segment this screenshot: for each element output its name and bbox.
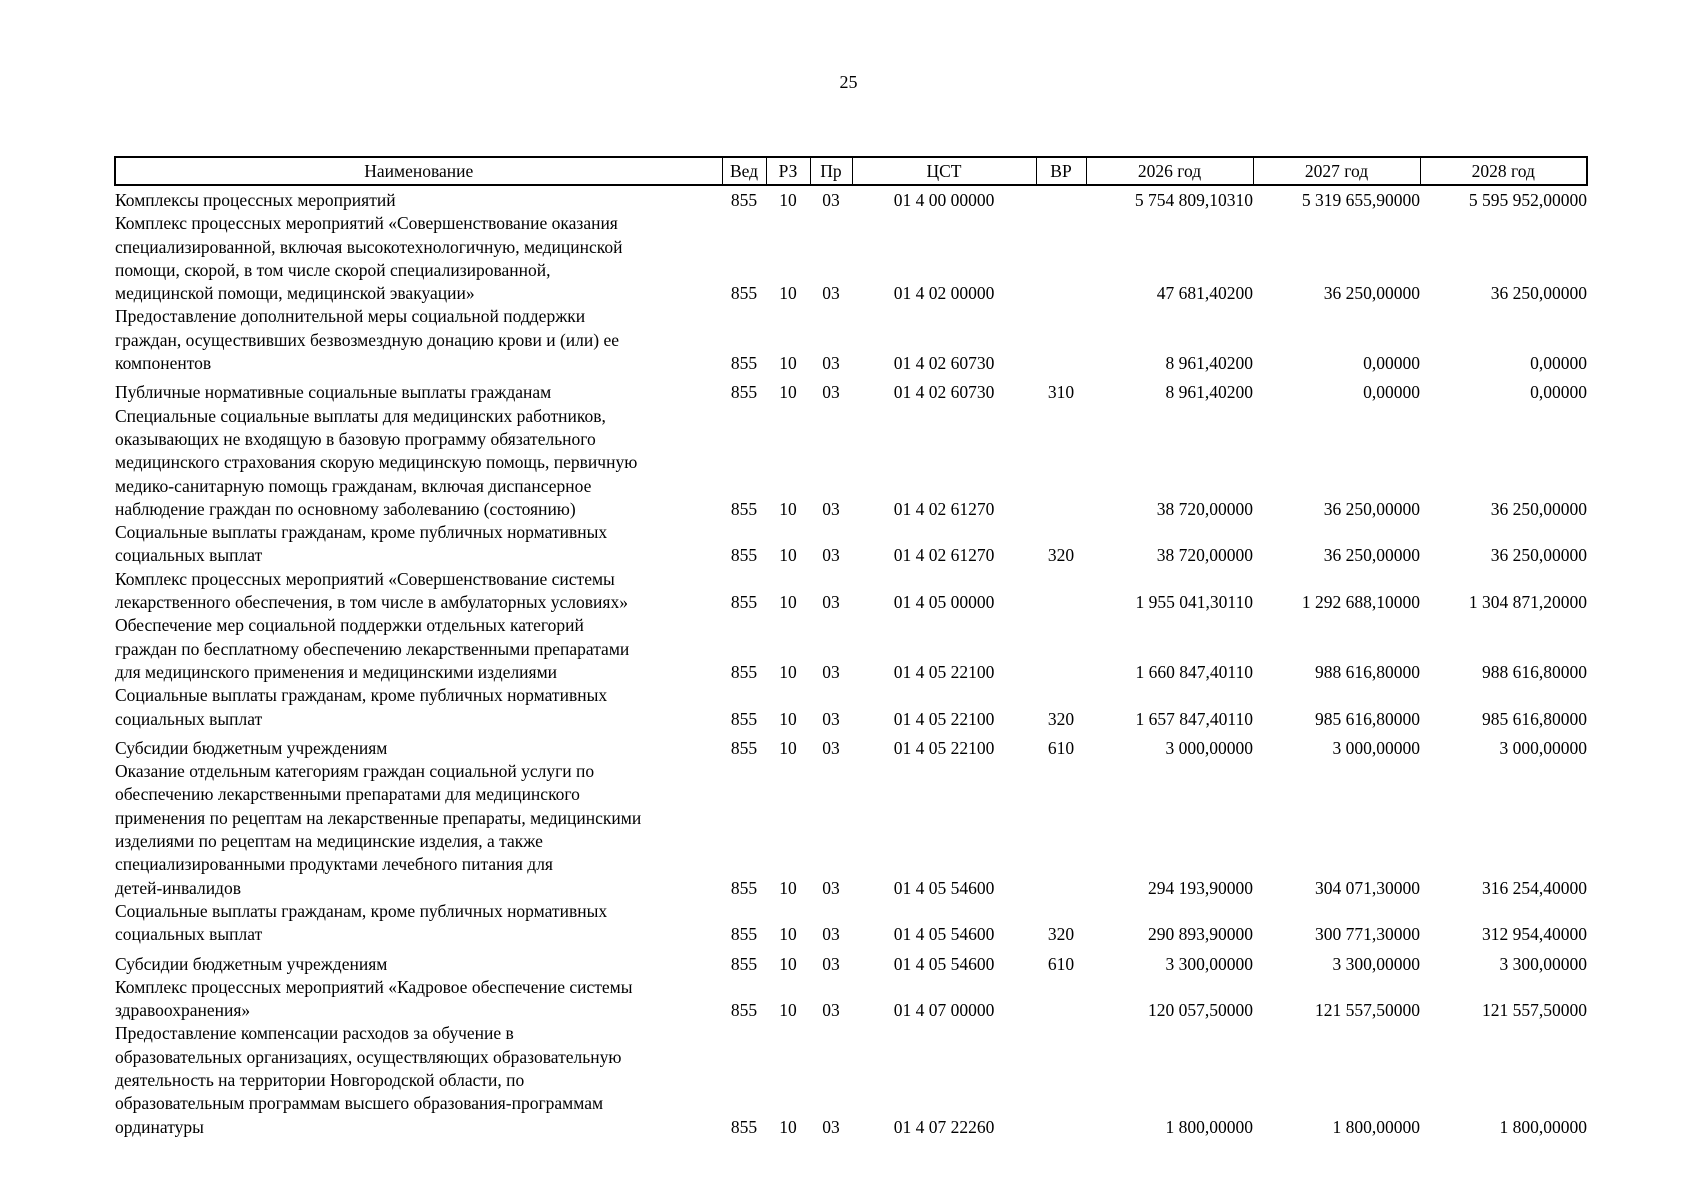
cell-2027: 1 800,00000: [1332, 1116, 1420, 1137]
cell-2027: 300 771,30000: [1315, 924, 1420, 945]
cell-rz: 10: [779, 1000, 797, 1021]
cell-cst: 01 4 02 00000: [893, 283, 995, 304]
cell-2028: 0,00000: [1530, 382, 1587, 403]
cell-vr: 320: [1047, 545, 1075, 566]
cell-vr: 610: [1047, 953, 1075, 974]
cell-name: Субсидии бюджетным учреждениям: [115, 953, 388, 974]
cell-cst: 01 4 02 61270: [893, 498, 995, 519]
cell-2027: 0,00000: [1363, 353, 1420, 374]
page-number: 25: [839, 72, 858, 92]
cell-2026: 3 000,00000: [1165, 737, 1253, 758]
cell-2027: 3 000,00000: [1332, 737, 1420, 758]
cell-cst: 01 4 02 60730: [893, 382, 995, 403]
cell-ved: 855: [730, 661, 758, 682]
header-cst: ЦСТ: [852, 157, 1036, 185]
table-body: [115, 185, 1587, 1139]
cell-vr: [1036, 305, 1086, 375]
cell-cst: 01 4 05 22100: [893, 708, 995, 729]
cell-2028: 36 250,00000: [1490, 283, 1587, 304]
cell-ved: 855: [730, 353, 758, 374]
cell-pr: 03: [822, 190, 840, 210]
cell-cst: 01 4 05 54600: [893, 924, 995, 945]
cell-ved: 855: [730, 1000, 758, 1021]
table-row: [115, 185, 1587, 212]
cell-2026: 1 660 847,40110: [1135, 661, 1253, 682]
cell-2026: 3 300,00000: [1165, 953, 1253, 974]
cell-vr: [1036, 1022, 1086, 1138]
cell-name: Комплексы процессных мероприятий: [115, 190, 396, 210]
cell-name: Предоставление дополнительной меры социальной поддержки граждан, осуществивших безвозмездную донацию крови и (или) ее компонентов: [115, 306, 619, 374]
cell-2026: 120 057,50000: [1148, 1000, 1253, 1021]
cell-pr: 03: [822, 1116, 840, 1137]
cell-name: Публичные нормативные социальные выплаты гражданам: [115, 382, 552, 403]
header-2026: 2026 год: [1086, 157, 1253, 185]
table-row: [115, 976, 1587, 1023]
cell-2027: 3 300,00000: [1332, 953, 1420, 974]
cell-2026: 290 893,90000: [1148, 924, 1253, 945]
cell-pr: 03: [822, 353, 840, 374]
cell-2028: 316 254,40000: [1482, 877, 1587, 898]
cell-ved: 855: [730, 283, 758, 304]
cell-name: Комплекс процессных мероприятий «Совершенствование системы лекарственного обеспечения, в том числе в амбулаторных условиях»: [115, 568, 628, 613]
header-vr: ВР: [1036, 157, 1086, 185]
table-row: [115, 760, 1587, 900]
cell-pr: 03: [822, 1000, 840, 1021]
cell-2028: 121 557,50000: [1482, 1000, 1587, 1021]
cell-2028: 3 000,00000: [1499, 737, 1587, 758]
table-row: [115, 684, 1587, 731]
cell-2026: 1 800,00000: [1165, 1116, 1253, 1137]
cell-cst: 01 4 02 60730: [893, 353, 995, 374]
cell-ved: 855: [730, 924, 758, 945]
cell-vr: [1036, 976, 1086, 1023]
cell-rz: 10: [779, 1116, 797, 1137]
cell-cst: 01 4 02 61270: [893, 545, 995, 566]
cell-2028: 1 304 871,20000: [1468, 592, 1587, 613]
cell-2026: 8 961,40200: [1165, 353, 1253, 374]
cell-pr: 03: [822, 283, 840, 304]
cell-name: Социальные выплаты гражданам, кроме публичных нормативных социальных выплат: [115, 522, 608, 566]
cell-2028: 0,00000: [1530, 353, 1587, 374]
cell-ved: 855: [730, 1116, 758, 1137]
header-rz: РЗ: [766, 157, 810, 185]
cell-name: Комплекс процессных мероприятий «Совершенствование оказания специализированной, включая высокотехнологичную, медицинской помощи, скорой, в том числе скорой специализированной, медицинской помощи, медицинской эвакуации»: [115, 213, 623, 304]
cell-2027: 36 250,00000: [1323, 545, 1420, 566]
cell-pr: 03: [822, 592, 840, 613]
cell-ved: 855: [730, 953, 758, 974]
table-row: [115, 614, 1587, 684]
cell-rz: 10: [779, 382, 797, 403]
cell-pr: 03: [822, 382, 840, 403]
cell-ved: 855: [730, 877, 758, 898]
cell-rz: 10: [779, 661, 797, 682]
cell-cst: 01 4 00 00000: [893, 190, 995, 210]
cell-pr: 03: [822, 737, 840, 758]
cell-vr: 610: [1047, 737, 1075, 758]
cell-rz: 10: [779, 877, 797, 898]
table-row: [115, 900, 1587, 947]
cell-name: Обеспечение мер социальной поддержки отдельных категорий граждан по бесплатному обеспечению лекарственными препаратами для медицинского применения и медицинскими изделиями: [115, 615, 630, 682]
cell-2026: 47 681,40200: [1156, 283, 1253, 304]
cell-vr: [1036, 405, 1086, 521]
table-row: [115, 947, 1587, 976]
cell-name: Оказание отдельным категориям граждан социальной услуги по обеспечению лекарственными препаратами для медицинского применения по рецептам на лекарственные препараты, медицинскими изделиями по рецептам на медицинские изделия, а также специализированными продуктами лечебного питания для детей-инвалидов: [115, 761, 642, 898]
table-row: [115, 305, 1587, 375]
cell-pr: 03: [822, 545, 840, 566]
cell-rz: 10: [779, 190, 797, 210]
cell-pr: 03: [822, 708, 840, 729]
cell-vr: [1036, 760, 1086, 900]
table-row: [115, 405, 1587, 521]
cell-2026: 1 657 847,40110: [1135, 708, 1253, 729]
cell-cst: 01 4 05 00000: [893, 592, 995, 613]
cell-2028: 988 616,80000: [1482, 661, 1587, 682]
cell-name: Комплекс процессных мероприятий «Кадровое обеспечение системы здравоохранения»: [115, 976, 633, 1021]
cell-2026: 294 193,90000: [1148, 877, 1253, 898]
cell-name: Специальные социальные выплаты для медицинских работников, оказывающих не входящую в базовую программу обязательного медицинского страхования скорую медицинскую помощь, первичную медико-санитарную помощь гражданам, включая диспансерное наблюдение граждан по основному заболеванию (состоянию): [115, 405, 638, 519]
cell-pr: 03: [822, 877, 840, 898]
cell-2028: 1 800,00000: [1499, 1116, 1587, 1137]
cell-rz: 10: [779, 592, 797, 613]
cell-ved: 855: [730, 708, 758, 729]
table-header-row: [115, 157, 1587, 185]
cell-2027: 36 250,00000: [1323, 283, 1420, 304]
cell-cst: 01 4 05 22100: [893, 661, 995, 682]
cell-cst: 01 4 07 22260: [893, 1116, 995, 1137]
cell-rz: 10: [779, 708, 797, 729]
cell-2027: 988 616,80000: [1315, 661, 1420, 682]
cell-vr: 320: [1047, 924, 1075, 945]
cell-vr: [1036, 185, 1086, 212]
cell-rz: 10: [779, 545, 797, 566]
cell-2028: 36 250,00000: [1490, 498, 1587, 519]
header-2028: 2028 год: [1420, 157, 1587, 185]
cell-2027: 0,00000: [1363, 382, 1420, 403]
table-row: [115, 1022, 1587, 1138]
cell-name: Социальные выплаты гражданам, кроме публичных нормативных социальных выплат: [115, 900, 608, 945]
header-pr: Пр: [810, 157, 852, 185]
cell-name: Субсидии бюджетным учреждениям: [115, 737, 388, 758]
cell-cst: 01 4 05 22100: [893, 737, 995, 758]
cell-rz: 10: [779, 924, 797, 945]
table-row: [115, 731, 1587, 760]
cell-rz: 10: [779, 353, 797, 374]
cell-2027: 36 250,00000: [1323, 498, 1420, 519]
cell-2027: 304 071,30000: [1315, 877, 1420, 898]
cell-rz: 10: [779, 283, 797, 304]
table-row: [115, 212, 1587, 305]
cell-ved: 855: [730, 737, 758, 758]
header-ved: Вед: [722, 157, 766, 185]
table-row: [115, 521, 1587, 568]
cell-ved: 855: [730, 498, 758, 519]
cell-rz: 10: [779, 737, 797, 758]
cell-ved: 855: [730, 545, 758, 566]
cell-2026: 8 961,40200: [1165, 382, 1253, 403]
cell-2028: 36 250,00000: [1490, 545, 1587, 566]
cell-2027: 1 292 688,10000: [1301, 592, 1420, 613]
cell-vr: [1036, 568, 1086, 615]
cell-vr: [1036, 212, 1086, 305]
cell-2027: 985 616,80000: [1315, 708, 1420, 729]
cell-2028: 312 954,40000: [1482, 924, 1587, 945]
cell-ved: 855: [730, 592, 758, 613]
cell-pr: 03: [822, 953, 840, 974]
cell-ved: 855: [730, 190, 758, 210]
cell-2026: 5 754 809,10310: [1134, 190, 1253, 210]
cell-2027: 5 319 655,90000: [1301, 190, 1420, 210]
cell-ved: 855: [730, 382, 758, 403]
cell-2028: 985 616,80000: [1482, 708, 1587, 729]
cell-cst: 01 4 05 54600: [893, 877, 995, 898]
cell-vr: 320: [1047, 708, 1075, 729]
cell-2028: 5 595 952,00000: [1468, 190, 1587, 210]
cell-vr: 310: [1047, 382, 1075, 403]
cell-pr: 03: [822, 924, 840, 945]
header-name: Наименование: [115, 157, 722, 185]
cell-name: Предоставление компенсации расходов за обучение в образовательных организациях, осуществляющих образовательную деятельность на территории Новгородской области, по образовательным программам высшего образования-программам ординатуры: [115, 1023, 622, 1137]
cell-2026: 38 720,00000: [1156, 498, 1253, 519]
table-row: [115, 375, 1587, 404]
cell-pr: 03: [822, 498, 840, 519]
cell-2028: 3 300,00000: [1499, 953, 1587, 974]
cell-cst: 01 4 07 00000: [893, 1000, 995, 1021]
budget-table: [114, 156, 1588, 1139]
table-row: [115, 568, 1587, 615]
cell-2027: 121 557,50000: [1315, 1000, 1420, 1021]
cell-vr: [1036, 614, 1086, 684]
cell-rz: 10: [779, 953, 797, 974]
cell-name: Социальные выплаты гражданам, кроме публичных нормативных социальных выплат: [115, 685, 608, 729]
cell-pr: 03: [822, 661, 840, 682]
cell-2026: 38 720,00000: [1156, 545, 1253, 566]
cell-2026: 1 955 041,30110: [1135, 592, 1253, 613]
cell-rz: 10: [779, 498, 797, 519]
header-2027: 2027 год: [1253, 157, 1420, 185]
cell-cst: 01 4 05 54600: [893, 953, 995, 974]
